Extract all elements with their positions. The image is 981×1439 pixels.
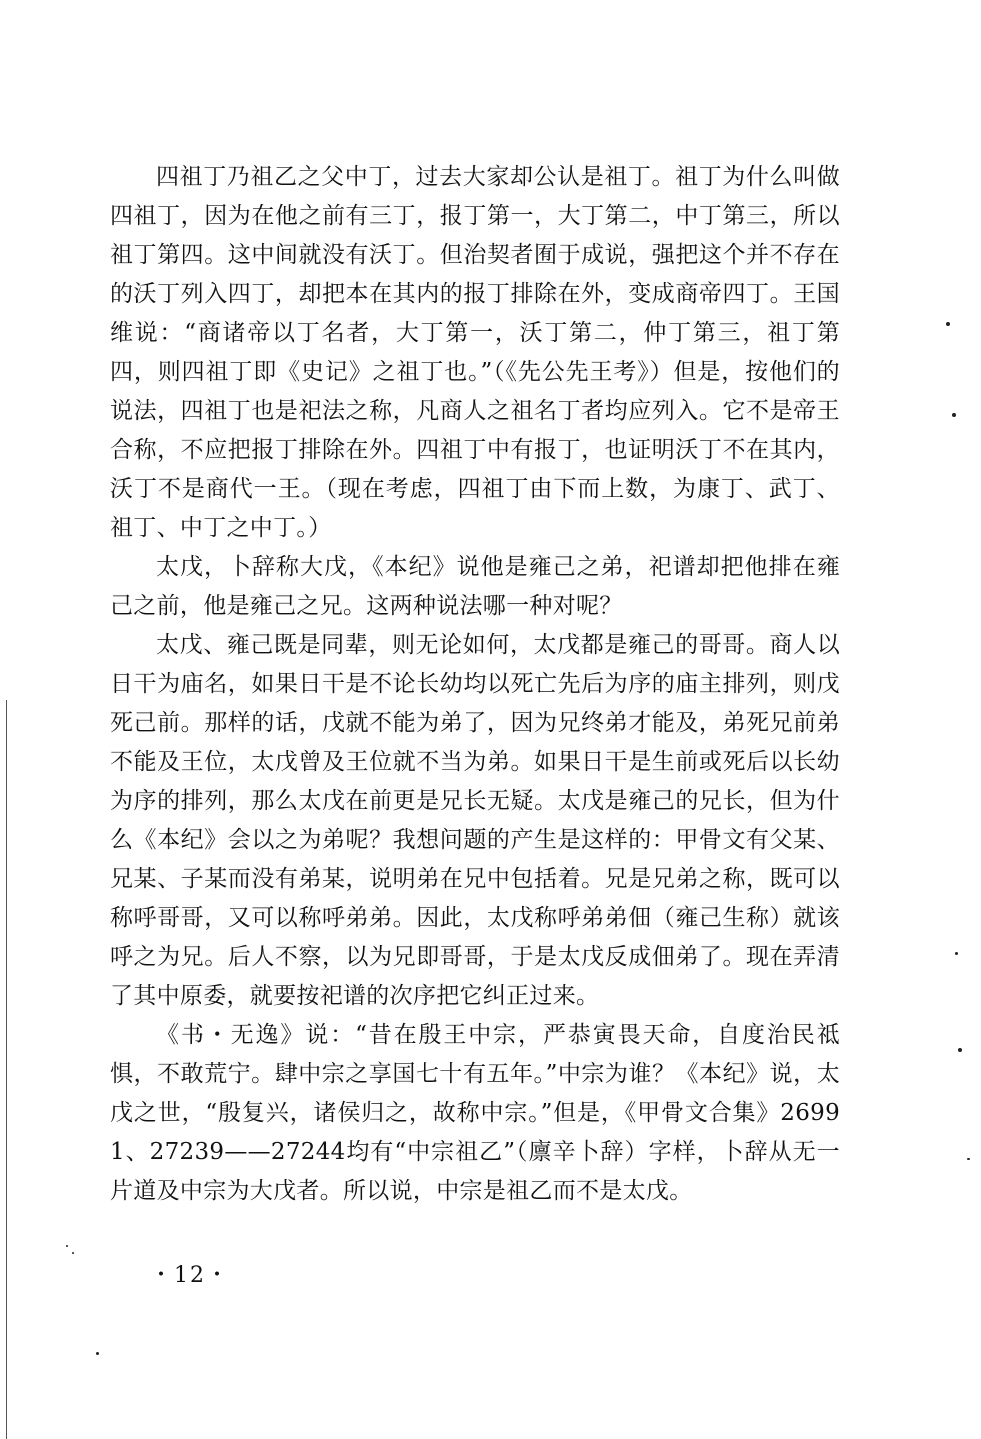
paragraph-1: 四祖丁乃祖乙之父中丁，过去大家却公认是祖丁。祖丁为什么叫做四祖丁，因为在他之前有三丁，报丁第一，大丁第二，中丁第三，所以祖丁第四。这中间就没有沃丁。但治契者囿于成说，强把这个并不存在的沃丁列入四丁，却把本在其内的报丁排除在外，变成商帝四丁。王国维说：“商诸帝以丁名者，大丁第一，沃丁第二，仲丁第三，祖丁第四，则四祖丁即《史记》之祖丁也。”（《先公先王考》）但是，按他们的说法，四祖丁也是祀法之称，凡商人之祖名丁者均应列入。它不是帝王合称，不应把报丁排除在外。四祖丁中有报丁，也证明沃丁不在其内，沃丁不是商代一王。（现在考虑，四祖丁由下而上数，为康丁、武丁、祖丁、中丁之中丁。）: [110, 164, 840, 541]
paragraph-3: 太戊、雍己既是同辈，则无论如何，太戊都是雍己的哥哥。商人以日干为庙名，如果日干是不论长幼均以死亡先后为序的庙主排列，则戊死己前。那样的话，戊就不能为弟了，因为兄终弟才能及，弟死兄前弟不能及王位，太戊曾及王位就不当为弟。如果日干是生前或死后以长幼为序的排列，那么太戊在前更是兄长无疑。太戊是雍己的兄长，但为什么《本纪》会以之为弟呢？我想问题的产生是这样的：甲骨文有父某、兄某、子某而没有弟某，说明弟在兄中包括着。兄是兄弟之称，既可以称呼哥哥，又可以称呼弟弟。因此，太戊称呼弟弟佃（雍己生称）就该呼之为兄。后人不察，以为兄即哥哥，于是太戊反成佃弟了。现在弄清了其中原委，就要按祀谱的次序把它纠正过来。: [110, 632, 840, 1009]
body-text: [110, 158, 840, 1211]
paragraph-2: 太戊，卜辞称大戊，《本纪》说他是雍己之弟，祀谱却把他排在雍己之前，他是雍己之兄。这两种说法哪一种对呢？: [110, 554, 840, 619]
scan-speck: [955, 952, 958, 955]
scan-speck: [952, 413, 956, 417]
scan-speck: [96, 1352, 99, 1355]
scan-speck: [967, 1158, 970, 1160]
scan-speck: [66, 1245, 68, 1247]
scan-edge-line: [6, 700, 7, 1439]
scan-speck: [946, 322, 950, 326]
paragraph-4: 《书・无逸》说：“昔在殷王中宗，严恭寅畏天命，自度治民祗惧，不敢荒宁。肆中宗之享国七十有五年。”中宗为谁？《本纪》说，太戊之世，“殷复兴，诸侯归之，故称中宗。”但是，《甲骨文合集》26991、27239——27244均有“中宗祖乙”（廪辛卜辞）字样，卜辞从无一片道及中宗为大戊者。所以说，中宗是祖乙而不是太戊。: [110, 1022, 840, 1204]
scan-speck: [72, 1252, 74, 1254]
page-number: ・12・: [150, 1263, 230, 1288]
scan-speck: [958, 1048, 962, 1052]
